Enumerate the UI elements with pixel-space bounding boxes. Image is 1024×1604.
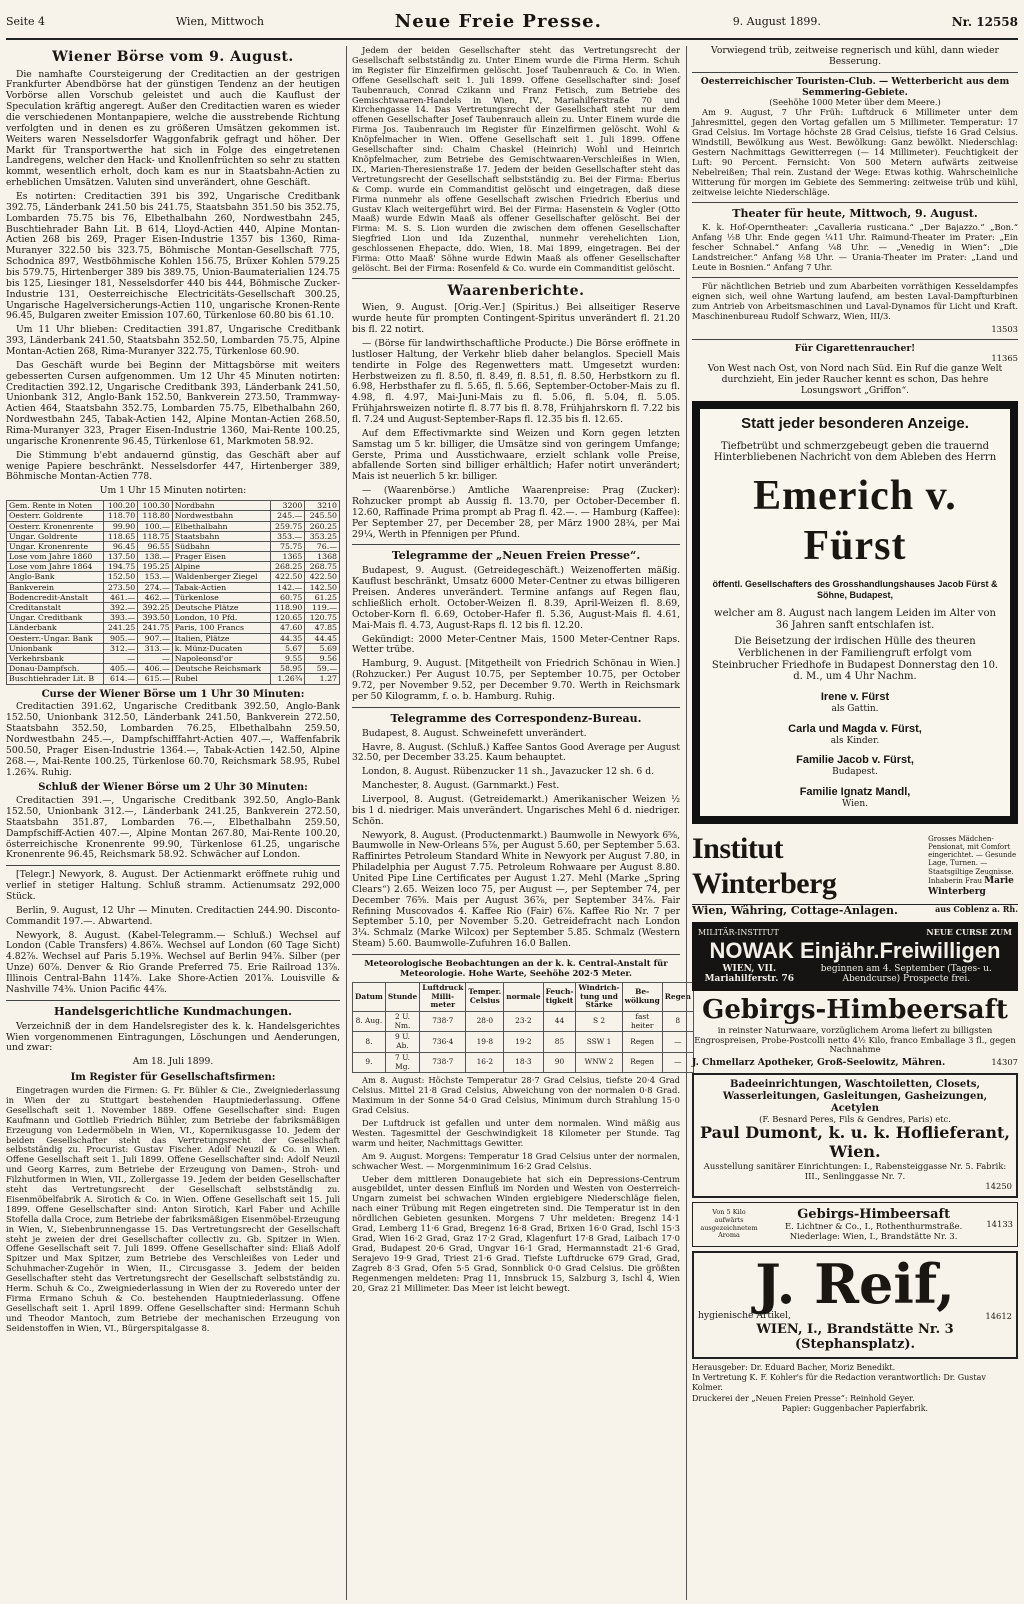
corr-paragraph: Liverpool, 8. August. (Getreidemarkt.) Amerikanischer Weizen ½ bis 1 d. niedriger. Mais unverändert. Ungarisches Mehl 6 d. niedriger. Schön. — [352, 793, 680, 827]
met-table — [352, 982, 694, 1074]
imprint-line: Herausgeber: Dr. Eduard Bacher, Moriz Benedikt. — [692, 1362, 896, 1372]
table-cell: Deutsche Plätze — [172, 603, 270, 613]
ad-number: 13503 — [991, 323, 1018, 334]
table-cell: Italien, Plätze — [172, 633, 270, 643]
table-header-cell: Datum — [353, 982, 386, 1011]
register-title: Im Register für Gesellschaftsfirmen: — [70, 1072, 276, 1084]
table-cell: Deutsche Reichsmark — [172, 664, 270, 674]
mourner-relation: Wien. — [842, 798, 868, 809]
table-cell: Lose vom Jahre 1864 — [7, 562, 104, 572]
met-table-body — [353, 1012, 694, 1073]
table-cell: 9.56 — [305, 653, 340, 663]
table-row — [7, 572, 340, 582]
table-header-cell: Feuch-tigkeit — [543, 982, 576, 1011]
table-cell: Prager Eisen — [172, 552, 270, 562]
reif-subtitle: hygienische Artikel, — [698, 1310, 791, 1322]
table-cell: Südbahn — [172, 541, 270, 551]
divider — [352, 707, 680, 708]
table-cell: 614.— — [103, 674, 138, 684]
corr-title: Telegramme des Correspondenz-Bureau. — [390, 711, 642, 725]
table-header-cell: Luftdruck Milli-meter — [420, 982, 466, 1011]
table-cell: Länderbank — [7, 623, 104, 633]
table-cell: 392.— — [103, 603, 138, 613]
table-cell: 18·3 — [504, 1052, 543, 1072]
table-cell: WNW 2 — [576, 1052, 622, 1072]
table-cell: 405.— — [103, 664, 138, 674]
table-cell: 268.75 — [305, 562, 340, 572]
divider — [352, 544, 680, 545]
table-cell: 118.90 — [270, 603, 305, 613]
handels-intro: Verzeichniß der in dem Handelsregister des k. k. Handelsgerichtes Wien vorgenommenen Eintragungen, Löschungen und Aenderungen, und zwar: — [6, 1020, 340, 1054]
imprint-line: Papier: Guggenbacher Papierfabrik. — [781, 1404, 929, 1414]
corr-paragraph: Budapest, 8. August. Schweinefett unverändert. — [362, 727, 587, 739]
newyork-text: Newyork, 8. August. (Kabel-Telegramm.— Schluß.) Wechsel auf London (Cable Transfers) 4.86⅞. Wechsel auf London (60 Tage Sicht) 4.82⅞. Wechsel auf Paris 5.19⅜. Wechsel auf Berlin 94⅞. Silber (per Unze) 60⅞. Denver & Rio Grande Preferred 75. Erie Railroad 13⅞. Illinois Central-Bahn 114⅞. Lake Shore-Actien 201⅞. Louisville & Nashville 74⅜. Union Pacific 44⅞. — [6, 929, 340, 995]
table-cell: 353.25 — [305, 531, 340, 541]
table-cell: 393.50 — [138, 613, 173, 623]
met-paragraph: Ueber dem mittleren Donaugebiete hat sich ein Depressions-Centrum ausgebildet, unter dessen Einfluß im Norden und Westen von Oesterreich-Ungarn zumeist bei schwachen Winden ergiebigere Niederschläge fielen, nach einer Trübung mit Regen eingetreten sind. Die Temperatur ist in den nördlichen Gebieten gesunken. Morgens 7 Uhr meldeten: Bregenz 14·1 Grad, Lemberg 11·6 Grad, Bregenz 16·8 Grad, Brixen 16·0 Grad, Ischl 15·3 Grad, Wien 16·2 Grad, Graz 17·2 Grad, Klagenfurt 17·8 Grad, Laibach 17·0 Grad, Budapest 20·6 Grad, Ungvar 16·1 Grad, Hermannstadt 21·6 Grad, Serajevo 19·9 Grad, Triest 21·6 Grad. Tiefste Luftdrucke 679 Grad, Grad, Zagreb 8·3 Grad, Ofen 5·5 Grad, Sonnblick 0·0 Grad Celsius. Die größten Regenmengen meldeten: Prag 11, Innsbruck 15, Salzburg 3, Ischl 4, Wien 20, Graz 21 Millimeter. Das Meer ist leicht bewegt. — [352, 1173, 680, 1293]
table-cell: 100.30 — [138, 501, 173, 511]
table-cell: 907.— — [138, 633, 173, 643]
register-text: Eingetragen wurden die Firmen: G. Fr. Bühler & Cie., Zweigniederlassung in Wien der zu Stuttgart bestehenden Hauptniederlassung. Offene Gesellschaft seit 1. November 1889. Offene Gesellschafter sind: Eugen Kaufmann und Gottlieb Friedrich Bühler, zum Betriebe der fabriksmäßigen Erzeugung von Ledermöbeln in Wien, VI., Kopernikusgasse 10. Jedem der beiden Gesellschafter steht das Vertretungsrecht der Gesellschaft selbstständig zu. Procurist: Gustav Fischer. Adolf Neuzil & Co. in Wien. Offene Gesellschaft seit 1. Juli 1899. Offene Gesellschafter sind: Adolf Neuzil und Georg Karres, zum Betriebe der Erzeugung von Damen-, Stroh- und Filzhutformen in Wien, VII., Zollergasse 19. Jedem der beiden Gesellschafter steht das Vertretungsrecht der Gesellschaft selbstständig zu. Eisenmöbelfabrik A. Sirotich & Co. in Wien. Offene Gesellschaft seit 15. Juli 1899. Offene Gesellschafter sind: Anton Sirotich, Karl Faber und Achille Stofella dalla Croce, zum Betriebe der fabriksmäßigen Eisenmöbel-Erzeugung in Wien, V., Siebenbrunnengasse 15. Das Vertretungsrecht der Gesellschaft steht je zweien der drei Gesellschafter collectiv zu. Gb. Spitzer in Wien. Offene Gesellschaft seit 7. Juli 1899. Offene Gesellschafter sind: Eliaß Adolf Spitzer und Max Spitzer, zum Betriebe des Verschleißes von Leder und Schuhmacher-Zugehör in Wien, II., Circusgasse 3. Jedem der beiden Gesellschafter steht das Vertretungsrecht der Gesellschaft selbstständig zu. Herm. Schuh & Co., Zweigniederlassung in Wien der zu Roveredo unter der Firma Ermano Schuh & Co. bestehenden Hauptniederlassung. Offene Gesellschaft seit 1. April 1899. Offene Gesellschafter sind: Hermann Schuh und Theodor Mantoch, zum Betriebe der mechanischen Erzeugung von Seidenstoffen in Wien, VI., Bürgerspitalgasse 8. — [6, 1084, 340, 1333]
mourner-relation: als Kinder. — [830, 735, 880, 746]
table-cell: 96.45 — [103, 541, 138, 551]
nowak-text: beginnen am 4. September (Tages- u. Abendcurse) Prospecte frei. — [820, 963, 992, 985]
issue-date: 9. August 1899. — [732, 14, 821, 28]
table-cell: 90 — [543, 1052, 576, 1072]
theater-title: Theater für heute, Mittwoch, 9. August. — [732, 206, 978, 220]
dumont-name: Paul Dumont, k. u. k. Hoflieferant, Wien. — [700, 1123, 1010, 1162]
nowak-left: MILITÄR-INSTITUT — [698, 928, 779, 938]
ad-number: 11365 — [991, 353, 1018, 364]
table-row — [7, 613, 340, 623]
table-cell: 3200 — [270, 501, 305, 511]
deceased-name: Emerich v. Fürst — [753, 473, 957, 569]
table-cell: 23·2 — [504, 1012, 543, 1032]
forecast-text: Vorwiegend trüb, zeitweise regnerisch und kühl, dann wieder Besserung. — [711, 45, 999, 67]
imprint-line: In Vertretung K. F. Kohler's für die Redaction verantwortlich: Dr. Gustav Kolmer. — [692, 1372, 986, 1393]
table-cell: 120.65 — [270, 613, 305, 623]
institut-owner: Marie Winterberg — [928, 875, 1014, 897]
table-cell: 28·0 — [466, 1012, 504, 1032]
table-cell: 8. Aug. — [353, 1012, 386, 1032]
table-cell: 142.50 — [305, 582, 340, 592]
lichtner-left: Von 5 Kilo aufwärts ausgezeichnetem Aroma — [700, 1208, 758, 1240]
met-paragraph: Der Luftdruck ist gefallen und unter dem normalen. Wind mäßig aus Westen. Tagesmittel der Geschwindigkeit 18 Kilometer per Stunde. Tag warm und heiter, Nachmittags Gewitter. — [352, 1118, 680, 1148]
waaren-paragraph: — (Börse für landwirthschaftliche Producte.) Die Börse eröffnete in lustloser Haltung, der Verkehr blieb daher belanglos. Speciell Mais tendirte in Folge des Regenwetters matt. Umgesetzt wurden: Herbstweizen zu fl. 8.50, fl. 8.49, fl. 8.51, fl. 8.50, Herbstkorn zu fl. 6.98, Herbsthafer zu fl. 5.65, fl. 5.66, September-October-Mais zu fl. 4.98, fl. 4.97, Mai-Juni-Mais zu fl. 5.06, fl. 5.04, fl. 5.05. Frühjahrsweizen notirte fl. 8.77 bis fl. 8.78, Frühjahrskorn fl. 7.22 bis fl. 7.24 und August-September-Raps fl. 12.35 bis fl. 12.65. — [352, 337, 680, 425]
table-cell: Oesterr.-Ungar. Bank — [7, 633, 104, 643]
mourning-text: welcher am 8. August nach langem Leiden im Alter von 36 Jahren sanft entschlafen ist. — [714, 608, 996, 632]
table-cell: 5.67 — [270, 643, 305, 653]
masthead: Neue Freie Presse. — [394, 11, 602, 33]
table-cell: 47.85 — [305, 623, 340, 633]
table-cell: Nordwestbahn — [172, 511, 270, 521]
table-cell: Gem. Rente in Noten — [7, 501, 104, 511]
table-cell: 118.80 — [138, 511, 173, 521]
met-table-head — [353, 982, 694, 1011]
ad-number: 14612 — [985, 1310, 1012, 1321]
boerse-paragraph: Die Stimmung b'ebt andauernd günstig, das Geschäft aber auf wenige Papiere beschränkt. Nesselsdorfer 447, Hirtenberger 389, Böhmische Montan-Actien 778. — [6, 449, 340, 483]
table-row — [353, 1052, 694, 1072]
handels-date: Am 18. Juli 1899. — [132, 1056, 214, 1068]
register-continued: Jedem der beiden Gesellschafter steht das Vertretungsrecht der Gesellschaft selbstständig zu. Unter Einem wurde die Firma Herm. Schuh im Register für Einzelfirmen gelöscht. Josef Taubenrauch & Co. in Wien. Offene Gesellschaft seit 1. Juli 1899. Offene Gesellschafter sind: Josef Taubenrauch, Conrad Czikann und Franz Fetisch, zum Betriebe des Gemischtwaaren-Handels in Wien, IV., Mariahilferstraße 70 und Kirchengasse 14. Das Vertretungsrecht der Gesellschaft steht nur dem offenen Gesellschafter Josef Taubenrauch allein zu. Unter Einem wurde die Firma Jos. Taubenrauch im Register für Einzelfirmen gelöscht. Wohl & Knöpfelmacher in Wien. Offene Gesellschaft seit 1. Juli 1899. Offene Gesellschafter sind: Chaim Chaskel (Heinrich) Wohl und Heinrich Knöpfelmacher, zum Betriebe des Gemischtwaaren-Verschleißes in Wien, IX., Marien-Theresienstraße 17. Jedem der beiden Gesellschafter steht das Vertretungsrecht der Gesellschaft selbstständig zu. Bei der Firma: Eberius & Comp. wurde ein Commanditist gelöscht und eingetragen, daß diese Firma nunmehr als offene Gesellschaft zwischen Friedrich Eberius und Gustav Klach weitergeführt wird. Bei der Firma: Hasenstein & Vogler (Otto Maaß) wurde Edwin Maaß als offener Gesellschafter gelöscht. Bei der Firma: M. S. S. Lion wurden die zwischen dem offenen Gesellschafter Siegfried Lion und Ida Zuzenthal, nunmehr verehelichten Lion, geschlossenen Ehepacte, ddo. Wien, 18. Mai 1899, eingetragen. Bei der Firma: Otto Maaß' Söhne wurde Edwin Maaß als offener Gesellschafter gelöscht. Bei der Firma: Rosenfeld & Co. wurde ein Commanditist gelöscht. — [352, 45, 680, 273]
mourner-name: Familie Jacob v. Fürst, — [796, 754, 914, 767]
table-cell: Rubel — [172, 674, 270, 684]
dumont-ad — [692, 1073, 1018, 1198]
waaren-paragraph: Wien, 9. August. [Orig.-Ver.] (Spiritus.) Bei allseitiger Reserve wurde heute für prompten Contingent-Spiritus unverändert fl. 21.20 bis fl. 22 notirt. — [352, 302, 680, 336]
divider — [692, 202, 1018, 203]
place-day: Wien, Mittwoch — [175, 14, 264, 28]
mourner-name: Irene v. Fürst — [820, 691, 890, 704]
handels-title: Handelsgerichtliche Kundmachungen. — [54, 1004, 292, 1018]
boerse-paragraph: Die namhafte Coursteigerung der Creditactien an der gestrigen Frankfurter Abendbörse hat der günstigen Tendenz an der heutigen Vorbörse allen Vorschub geleistet und auch die Kauflust der Speculation kräftig angeregt. Außer den Creditactien waren es wieder die verschiedenen Montanpapiere, welche die ausstrebende Richtung verfolgten und in denen es zu größeren Umsätzen gekommen ist. Weiters waren Nesselsdorfer Waggonfabrik gefragt und höher. Der Markt für Transportwerthe hat sich in Folge des eingetretenen Landregens, welcher den Hack- und Knollenfrüchten so sehr zu statten kommt, wesentlich erholt, doch kam es nur in Staatsbahn-Actien zu erheblichen Umsätzen. Valuten sind unverändert, ohne Geschäft. — [6, 68, 340, 189]
deceased-role: öffentl. Gesellschafters des Grosshandlungshauses Jacob Fürst & Söhne, Budapest, — [712, 579, 998, 600]
nowak-ad — [692, 922, 1018, 991]
curse-text: Creditactien 391.62, Ungarische Creditbank 392.50, Anglo-Bank 152.50, Unionbank 312.50, Länderbank 241.50, Bankverein 272.50, Staatsbahn 352.50, Lombarden 76.25, Elbethalbahn 259.50, Nordwestbahn 245.—, Dampfschifffahrt-Actien 407.—, Waffenfabrik 500.50, Prager Eisen-Industrie 1364.—, Tabak-Actien 142.50, Alpine 268.—, Mai-Rente 100.25, Türkenlose 60.70, Reichsmark 58.95, Rubel 1.26¾. Ruhig. — [6, 701, 340, 778]
table-cell: 245.50 — [305, 511, 340, 521]
table-cell: 75.75 — [270, 541, 305, 551]
divider — [692, 339, 1018, 340]
table-cell: 738·7 — [420, 1012, 466, 1032]
reif-ad — [692, 1251, 1018, 1359]
mourner-name: Carla und Magda v. Fürst, — [788, 722, 922, 735]
table-cell: 1365 — [270, 552, 305, 562]
table-row — [7, 511, 340, 521]
imprint — [692, 1363, 1018, 1415]
table-cell: 153.— — [138, 572, 173, 582]
table-cell: 120.75 — [305, 613, 340, 623]
kurs-table — [6, 500, 340, 684]
table-cell: 137.50 — [103, 552, 138, 562]
ad-number: 14133 — [986, 1218, 1013, 1229]
table-cell: — — [138, 653, 173, 663]
table-cell: 118.75 — [138, 531, 173, 541]
table-cell: Staatsbahn — [172, 531, 270, 541]
divider — [352, 954, 680, 955]
table-cell: 100.20 — [103, 501, 138, 511]
table-cell: Ungar. Goldrente — [7, 531, 104, 541]
table-cell: 58.95 — [270, 664, 305, 674]
table-cell: 422.50 — [270, 572, 305, 582]
table-cell: Ungar. Creditbank — [7, 613, 104, 623]
lichtner-title: Gebirgs-Himbeersaft — [797, 1206, 951, 1222]
schluss-text: Creditactien 391.—, Ungarische Creditbank 392.50, Anglo-Bank 152.50, Unionbank 312.—, Länderbank 241.25, Bankverein 272.50, Staatsbahn 351.87, Lombarden 76.—, Elbethalbahn 259.50, Dampfschiff-Actien 407.—, Alpine Montan 267.80, Mai-Rente 100.20, österreichische Kronenrente 99.90, Türkenlose 61.25, ungarische Kronenrente 96.45, Reichsmark 58.92. Schwächer auf London. — [6, 795, 340, 861]
ad-number: 14307 — [991, 1057, 1018, 1068]
table-cell: 615.— — [138, 674, 173, 684]
table-cell: 3210 — [305, 501, 340, 511]
table-cell: 44.45 — [305, 633, 340, 643]
nowak-bottom-row — [698, 964, 1012, 985]
table-cell: Regen — [622, 1032, 662, 1052]
schluss-title: Schluß der Wiener Börse um 2 Uhr 30 Minuten: — [38, 782, 308, 794]
table-cell: 353.— — [270, 531, 305, 541]
page-header — [6, 6, 1018, 40]
kurs-table-body — [7, 501, 340, 684]
mourner-relation: Budapest. — [832, 767, 878, 778]
table-row — [7, 552, 340, 562]
cigarette-ad-text: Von West nach Ost, von Nord nach Süd. Ein Ruf die ganze Welt durchzieht, Ein jeder Raucher kennt es schon, Das hehre Losungswort „Griffon“. — [707, 363, 1003, 397]
waaren-paragraph: — (Waarenbörse.) Amtliche Waarenpreise: Prag (Zucker): Rohzucker prompt ab Aussig fl. 13.70, per October-December fl. 12.60, Raffinade Prima prompt ab Prag fl. 42.—. — Hamburg (Kaffee): Per September 27, per December 28, per März 1900 28¾, per Mai 29¼, Werth in Pfennigen per Pfund. — [352, 485, 680, 540]
table-row — [7, 531, 340, 541]
table-cell: Nordbahn — [172, 501, 270, 511]
table-cell: 268.25 — [270, 562, 305, 572]
mourning-intro: Tiefbetrübt und schmerzgebeugt geben die trauernd Hinterbliebenen Nachricht von dem Ableben des Herrn — [713, 440, 997, 464]
met-title: Meteorologische Beobachtungen an der k. k. Central-Anstalt für Meteorologie. Hohe Warte, Seehöhe 202·5 Meter. — [364, 957, 668, 978]
column-3 — [686, 46, 1018, 1600]
table-cell: 1.27 — [305, 674, 340, 684]
table-row — [7, 623, 340, 633]
table-cell: Elbethalbahn — [172, 521, 270, 531]
table-row — [7, 674, 340, 684]
table-cell: Oesterr. Goldrente — [7, 511, 104, 521]
table-cell: SSW 1 — [576, 1032, 622, 1052]
table-cell: k. Münz-Ducaten — [172, 643, 270, 653]
waaren-title: Waarenberichte. — [447, 282, 585, 299]
table-cell: 462.— — [138, 592, 173, 602]
table-cell: 9.55 — [270, 653, 305, 663]
corr-paragraph: Newyork, 8. August. (Productenmarkt.) Baumwolle in Newyork 6⅝, Baumwolle in New-Orleans 5⅞, per August 5.60, per September 5.63. Raffinirtes Petroleum Standard White in Newyork per August 7.80, in Philadelphia per August 7.75. Petroleum Rohwaare per August 8.80. United Pipe Line Certificates per August 1.27. Mehl (Marke „Spring Clears“) 2.65. Weizen loco 75, per August —, per September 74, per December 76⅝. Mais per August 36⅞, per September 34⅞. Fair Refining Muscovados 4. Kaffee Rio (Fair) 6⅞. Kaffee Rio Nr. 7 per September 5.10, per November 5.20. Getreidefracht nach London 3¼. Schmalz (Marke Wilcox) per September 5.85. Schmalz (Western Steam) 5.60. Baumwolle-Zufuhren 16.0 Ballen. — [352, 829, 680, 950]
institut-text: Grosses Mädchen-Pensionat, mit Comfort eingerichtet. — Gesunde Lage, Turnen. — Staatsgiltige Zeugnisse. Inhaberin Frau — [928, 834, 1017, 885]
boerse-paragraph: Das Geschäft wurde bei Beginn der Mittagsbörse mit weiters gebesserten Cursen aufgenommen. Um 12 Uhr 45 Minuten notirten: Creditactien 392.12, Ungarische Creditbank 393, Länderbank 241.50, Unionbank 312, Anglo-Bank 152.50, Bankverein 273.50, Trammway-Actien 464, Staatsbahn 352.75, Lombarden 75.75, Elbethalbahn 260, Nordwestbahn 245, Tabak-Actien 142, Alpine Montan-Actien 268.50, Rima-Muranyer 323, Prager Eisen-Industrie 1360, Mai-Rente 100.25, ungarische Kronenrente 96.45, Türkenlose 61, Markmoten 58.92. — [6, 359, 340, 447]
divider — [352, 278, 680, 279]
table-cell: — — [103, 653, 138, 663]
table-row — [7, 582, 340, 592]
table-cell: 406.— — [138, 664, 173, 674]
table-cell: 9 U. Ab. — [385, 1032, 419, 1052]
table-cell: Waldenberger Ziegel — [172, 572, 270, 582]
table-row — [353, 1012, 694, 1032]
table-cell: 118.65 — [103, 531, 138, 541]
lichtner-body — [765, 1207, 982, 1242]
mourner-name: Familie Ignatz Mandl, — [799, 785, 911, 798]
telegr-text: [Telegr.] Newyork, 8. August. Der Actienmarkt eröffnete ruhig und verlief in stetiger Haltung. Schluß stramm. Actienumsatz 292,000 Stück. — [6, 869, 340, 903]
telegramme-title: Telegramme der „Neuen Freien Presse“. — [391, 549, 641, 563]
table-cell: 241.75 — [138, 623, 173, 633]
table-cell: Türkenlose — [172, 592, 270, 602]
table-cell: 313.— — [138, 643, 173, 653]
table-cell: 274.— — [138, 582, 173, 592]
table-row — [7, 603, 340, 613]
table-header-cell: Regen — [662, 982, 693, 1011]
boerse-paragraph: Um 11 Uhr blieben: Creditactien 391.87, Ungarische Creditbank 393, Länderbank 241.50, Staatsbahn 352.50, Lombarden 75.75, Alpine Montan-Actien 268, Rima-Muranyer 322.75, Türkenlose 60.90. — [6, 324, 340, 357]
table-cell: 16·2 — [466, 1052, 504, 1072]
institut-ad — [692, 828, 1018, 906]
institut-address-row — [692, 905, 1018, 918]
table-cell: 118.70 — [103, 511, 138, 521]
telegramm-paragraph: Gekündigt: 2000 Meter-Centner Mais, 1500 Meter-Centner Raps. Wetter trübe. — [352, 633, 680, 656]
table-caption: Um 1 Uhr 15 Minuten notirten: — [99, 485, 247, 497]
table-cell: Alpine — [172, 562, 270, 572]
table-cell: 273.50 — [103, 582, 138, 592]
table-cell: Paris, 100 Francs — [172, 623, 270, 633]
table-cell: 61.25 — [305, 592, 340, 602]
dumont-title: Badeeinrichtungen, Waschtoiletten, Closets, Wasserleitungen, Gasleitungen, Gasheizungen, Acetylen — [722, 1079, 988, 1114]
table-cell: Regen — [622, 1052, 662, 1072]
tour-text: Am 9. August, 7 Uhr Früh: Luftdruck 6 Millimeter unter dem Jahresmittel, gegen den Vortag gefallen um 5 Millimeter. Temperatur: 17 Grad Celsius. Im Vortage höchste 28 Grad Celsius, tiefste 16 Grad Celsius. Windstill, Bewölkung aus West. Bewölkung: Ganz bewölkt. Niederschlag: Gestern Nachmittags Gewitterregen (— 14 Millimeter). Feuchtigkeit der Luft: 90 Percent. Fernsicht: Von 500 Metern aufwärts zeitweise Nebelreißen; Thal rein. Zustand der Wege: Etwas kothig. Wahrscheinliche Witterung für morgen im Gebiete des Semmering: zeitweise trüb und kühl, zeitweise leichte Niederschläge. — [692, 107, 1018, 197]
table-cell: 85 — [543, 1032, 576, 1052]
himbeersaft-firm: J. Chmellarz Apotheker, Groß-Seelowitz, Mähren. — [692, 1057, 946, 1069]
nowak-name: NOWAK Einjähr.Freiwilligen — [709, 937, 1001, 963]
corr-paragraph: Manchester, 8. August. (Garnmarkt.) Fest. — [362, 780, 560, 792]
table-cell: London, 10 Pfd. — [172, 613, 270, 623]
table-cell: 152.50 — [103, 572, 138, 582]
table-cell: 59.— — [305, 664, 340, 674]
table-cell: 5.69 — [305, 643, 340, 653]
table-cell: fast heiter — [622, 1012, 662, 1032]
table-cell: 422.50 — [305, 572, 340, 582]
divider — [692, 72, 1018, 73]
table-cell: 142.— — [270, 582, 305, 592]
berlin-text: Berlin, 9. August, 12 Uhr — Minuten. Creditactien 244.90. Disconto-Commandit 197.—. Abwartend. — [6, 904, 340, 927]
table-cell: 99.90 — [103, 521, 138, 531]
telegramm-paragraph: Budapest, 9. August. (Getreidegeschäft.) Weizenofferten mäßig. Kauflust beschränkt, Umsatz 6000 Meter-Centner zu etwas billigeren Preisen. Anderes unverändert. Termine anfangs auf Regen flau, schließlich erholt. October-Weizen fl. 8.39, April-Weizen fl. 8.69, October-Korn fl. 6.69, October-Hafer fl. 5.36, August-Mais fl. 4.61, Mai-Mais fl. 4.73, August-Raps fl. 12 bis fl. 12.20. — [352, 565, 680, 631]
table-cell: 19·2 — [504, 1032, 543, 1052]
corr-paragraph: London, 8. August. Rübenzucker 11 sh., Javazucker 12 sh. 6 d. — [362, 766, 654, 778]
table-cell: 100.— — [138, 521, 173, 531]
table-header-cell: normale — [504, 982, 543, 1011]
table-row — [7, 664, 340, 674]
table-cell: 8 — [662, 1012, 693, 1032]
table-cell: 393.— — [103, 613, 138, 623]
table-cell: 194.75 — [103, 562, 138, 572]
table-cell: Buschtiehrader Lit. B — [7, 674, 104, 684]
table-cell: — — [662, 1032, 693, 1052]
table-row — [7, 643, 340, 653]
page-number: Seite 4 — [6, 14, 45, 28]
table-cell: Donau-Dampfsch. — [7, 664, 104, 674]
table-row — [7, 633, 340, 643]
table-header-cell: Stunde — [385, 982, 419, 1011]
table-cell: 138.— — [138, 552, 173, 562]
mourning-notice — [692, 401, 1018, 824]
table-cell: 1368 — [305, 552, 340, 562]
table-cell: Bankverein — [7, 582, 104, 592]
table-cell: 905.— — [103, 633, 138, 643]
himbeersaft-firm-row — [692, 1058, 1018, 1069]
table-cell: S 2 — [576, 1012, 622, 1032]
divider — [6, 865, 340, 866]
table-cell: Ungar. Kronenrente — [7, 541, 104, 551]
tour-subtitle: (Seehöhe 1000 Meter über dem Meere.) — [769, 97, 941, 108]
institut-name: Institut Winterberg — [692, 831, 837, 900]
imprint-line: Druckerei der „Neuen Freien Presse“: Reinhold Geyer. — [692, 1393, 915, 1403]
table-cell: 119.— — [305, 603, 340, 613]
issue-number: Nr. 12558 — [951, 14, 1018, 29]
table-row — [7, 521, 340, 531]
ad-number: 14250 — [985, 1181, 1012, 1192]
boerse-paragraph: Es notirten: Creditactien 391 bis 392, Ungarische Creditbank 392.75, Länderbank 241.50 bis 241.75, Staatsbahn 351.50 bis 352.75, Lombarden 75.75 bis 76, Elbethalbahn 260, Nordwestbahn 245, Buschtiehrader Bahn Lit. B 614, Lloyd-Actien 440, Alpine Montan-Actien 268 bis 269, Prager Eisen-Industrie 1357 bis 1360, Rima-Muranyer 322.50 bis 323.75, Böhmische Montan-Gesellschaft 775, Schodnica 897, Westböhmische Kohlen 156.75, Brüxer Kohlen 579.25 bis 579.75, Hirtenberger 389 bis 389.75, Union-Baumaterialien 124.75 bis 125, Liesinger 181, Nesselsdorfer 440 bis 444, Böhmische Zucker-Industrie 131, Oesterreichische Electricitäts-Gesellschaft 300.25, Ungarische Hagelversicherungs-Actien 110, ungarische Kronen-Rente 96.45, Bulgaren zweiter Emission 107.60, Türkenlose 60.80 bis 61.10. — [6, 190, 340, 322]
table-cell: Napoleonsd'or — [172, 653, 270, 663]
table-header-cell: Windrich-tung und Stärke — [576, 982, 622, 1011]
table-cell: 44.35 — [270, 633, 305, 643]
table-cell: 2 U. Nm. — [385, 1012, 419, 1032]
table-cell: 96.55 — [138, 541, 173, 551]
curse-title: Curse der Wiener Börse um 1 Uhr 30 Minuten: — [41, 688, 305, 700]
institut-address: Wien, Währing, Cottage-Anlagen. — [692, 904, 898, 918]
table-row — [7, 562, 340, 572]
table-cell: 736·4 — [420, 1032, 466, 1052]
table-cell: 60.75 — [270, 592, 305, 602]
table-cell: 241.25 — [103, 623, 138, 633]
table-row — [7, 501, 340, 511]
column-1 — [6, 46, 340, 1600]
table-cell: 1.26¾ — [270, 674, 305, 684]
mourner-relation: als Gattin. — [831, 704, 879, 715]
institut-description — [928, 835, 1018, 897]
met-paragraph: Am 9. August. Morgens: Temperatur 18 Grad Celsius unter der normalen, schwacher West. — Morgenminimum 16·2 Grad Celsius. — [352, 1150, 680, 1171]
column-2 — [346, 45, 691, 1600]
table-cell: 47.60 — [270, 623, 305, 633]
table-cell: 312.— — [103, 643, 138, 653]
table-row — [7, 653, 340, 663]
table-row — [353, 1032, 694, 1052]
divider — [6, 1000, 340, 1001]
table-cell: 260.25 — [305, 521, 340, 531]
table-cell: 76.— — [305, 541, 340, 551]
table-cell: Bodencredit-Anstalt — [7, 592, 104, 602]
table-cell: 7 U. Mg. — [385, 1052, 419, 1072]
table-cell: 392.25 — [138, 603, 173, 613]
dumont-subtitle: (F. Besnard Peres, Fils & Gendres, Paris) etc. — [759, 1113, 951, 1124]
table-cell: 195.25 — [138, 562, 173, 572]
fabrik-ad: Für nächtlichen Betrieb und zum Abarbeiten vorräthigen Kesseldampfes eignen sich, weil ohne Wartung laufend, am besten Laval-Dampfturbinen zum Antrieb von Arbeitsmaschinen und Laval-Dynamos für Licht und Kraft. Maschinenbureau Rudolf Schwarz, Wien, III/3. — [692, 281, 1018, 321]
divider — [692, 277, 1018, 278]
table-header-cell: Be-wölkung — [622, 982, 662, 1011]
table-cell: 259.75 — [270, 521, 305, 531]
boerse-title: Wiener Börse vom 9. August. — [52, 49, 294, 65]
table-cell: 245.— — [270, 511, 305, 521]
nowak-top: NEUE CURSE ZUM — [926, 927, 1012, 938]
dumont-address: Ausstellung sanitärer Einrichtungen: I., Rabensteiggasse Nr. 5. Fabrik: III., Senlinggasse Nr. 7. — [703, 1161, 1007, 1182]
telegramm-paragraph: Hamburg, 9. August. [Mitgetheilt von Friedrich Schönau in Wien.] (Rohzucker.) Per August 10.75, per September 10.75, per October 9.72, per November 9.52, per December 9.70. Werth in Reichsmark per 50 Kilogramm, f. o. b. Hamburg. Ruhig. — [352, 658, 680, 702]
theater-text: K. k. Hof-Operntheater: „Cavalleria rusticana.“ „Der Bajazzo.“ „Bon.“ Anfang ½8 Uhr. Ende gegen ¼11 Uhr. Raimund-Theater im Prater: „Ein fescher Schnabel.“ Anfang ¼8 Uhr. — „Venedig in Wien“: „Die Landstreicher.“ Anfang ½8 Uhr. — Urania-Theater im Prater: „Land und Leute in Bosnien.“ Anfang 7 Uhr. — [692, 222, 1018, 273]
table-cell: 9. — [353, 1052, 386, 1072]
nowak-top-row — [698, 928, 1012, 937]
lichtner-ad — [692, 1202, 1018, 1247]
institut-origin: aus Coblenz a. Rh. — [935, 904, 1018, 915]
table-row — [7, 592, 340, 602]
table-cell: — — [662, 1052, 693, 1072]
table-header-cell: Temper. Celsius — [466, 982, 504, 1011]
table-cell: 44 — [543, 1012, 576, 1032]
mourning-heading: Statt jeder besonderen Anzeige. — [741, 414, 969, 432]
cigarette-ad-title: Für Cigarettenraucher! — [794, 342, 916, 354]
table-cell: 19·8 — [466, 1032, 504, 1052]
table-cell: Verkehrsbank — [7, 653, 104, 663]
table-cell: Oesterr. Kronenrente — [7, 521, 104, 531]
table-cell: Anglo-Bank — [7, 572, 104, 582]
table-cell: Creditanstalt — [7, 603, 104, 613]
nowak-place: WIEN, VII. Mariahilferstr. 76 — [704, 963, 794, 985]
mourning-text: Die Beisetzung der irdischen Hülle des theuren Verblichenen in der Familiengruft erfolgt vom Steinbrucher Friedhofe in Budapest Donnerstag den 10. d. M., um 4 Uhr Nachm. — [711, 636, 999, 683]
reif-title: J. Reif, — [755, 1252, 955, 1317]
table-cell: Tabak-Actien — [172, 582, 270, 592]
table-cell: 461.— — [103, 592, 138, 602]
table-cell: 8. — [353, 1032, 386, 1052]
himbeersaft-text: in reinster Naturwaare, vorzüglichem Aroma liefert zu billigsten Engrospreisen, Probe-Postcolli netto 4½ Kilo, franco Emballage 3 fl., gegen Nachnahme — [694, 1024, 1016, 1055]
table-cell: 738·7 — [420, 1052, 466, 1072]
lichtner-text: E. Lichtner & Co., I., Rothenthurmstraße. Niederlage: Wien, I., Brandstätte Nr. 3. — [785, 1221, 963, 1242]
tour-title: Oesterreichischer Touristen-Club. — Wetterbericht aus dem Semmering-Gebiete. — [700, 75, 1010, 98]
himbeersaft-title: Gebirgs-Himbeersaft — [702, 994, 1008, 1025]
waaren-paragraph: Auf dem Effectivmarkte sind Weizen und Korn gegen letzten Samstag um 5 kr. billiger, die Umsätze sind von geringem Umfange; Gerste, Prima und Ausstichwaare, erzielt schlank volle Preise, abfallende Sorten sind billiger erhältlich; Hafer notirt unverändert; Mais ist neuerlich 5 kr. billiger. — [352, 427, 680, 483]
table-cell: Unionbank — [7, 643, 104, 653]
table-row — [7, 541, 340, 551]
met-paragraph: Am 8. August: Höchste Temperatur 28·7 Grad Celsius, tiefste 20·4 Grad Celsius. Mittel 21·8 Grad Celsius, Abweichung von der normalen 0·8 Grad. Maximum in der Sonne 54·0 Grad Celsius, Minimum durch Strahlung 15·0 Grad Celsius. — [352, 1075, 680, 1116]
corr-paragraph: Havre, 8. August. (Schluß.) Kaffee Santos Good Average per August 32.50, per December 33.25. Kaum behauptet. — [352, 741, 680, 764]
reif-address: WIEN, I., Brandstätte Nr. 3 (Stephansplatz). — [756, 1321, 954, 1353]
table-cell: Lose vom Jahre 1860 — [7, 552, 104, 562]
